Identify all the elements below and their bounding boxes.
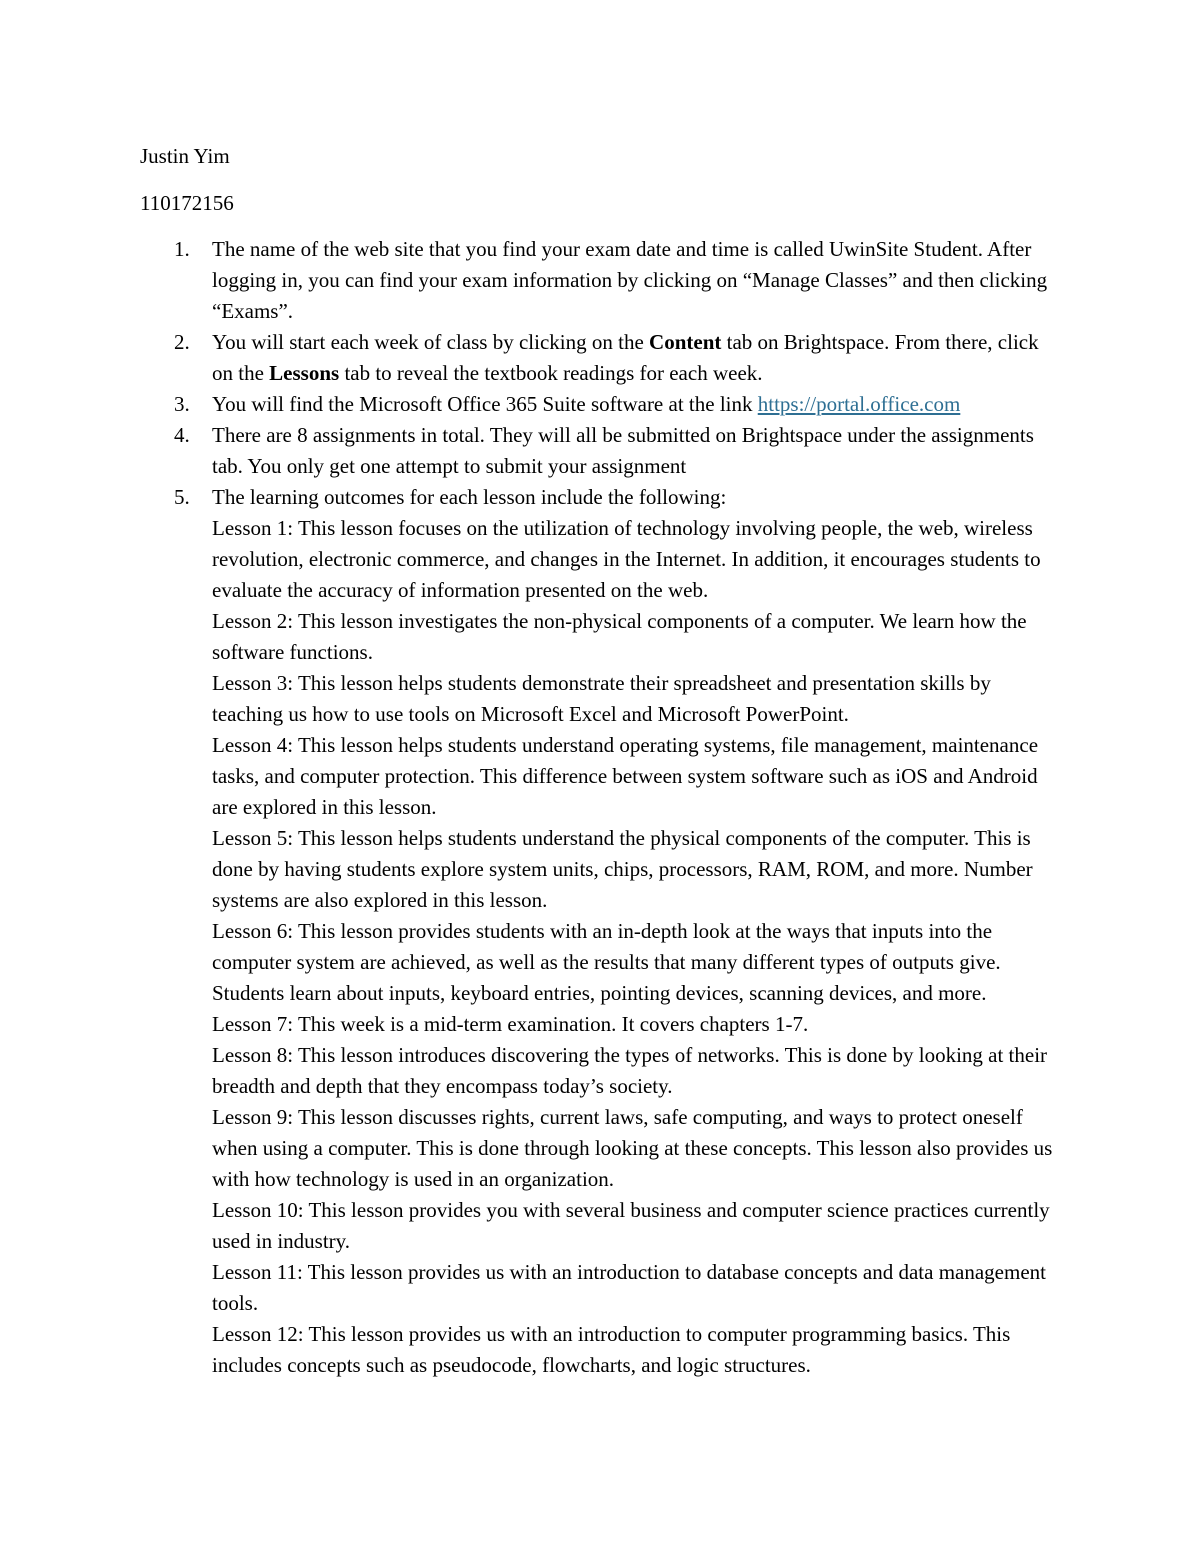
lessons-tab-term: Lessons	[269, 361, 340, 385]
lesson-outcome: Lesson 10: This lesson provides you with several business and computer science practices currently used in industry.	[212, 1198, 1050, 1253]
lesson-outcome: Lesson 9: This lesson discusses rights, current laws, safe computing, and ways to protect oneself when using a computer. This is done through looking at these concepts. This lesson also provides us with how technology is used in an organization.	[212, 1105, 1053, 1191]
office-portal-link[interactable]: https://portal.office.com	[757, 392, 961, 416]
lesson-outcome: Lesson 12: This lesson provides us with an introduction to computer programming basics. This includes concepts such as pseudocode, flowcharts, and logic structures.	[212, 1322, 1011, 1377]
lesson-outcome: Lesson 5: This lesson helps students understand the physical components of the computer. This is done by having students explore system units, chips, processors, RAM, ROM, and more. Number systems are also explored in this lesson.	[212, 826, 1033, 912]
author-name: Justin Yim	[140, 144, 230, 168]
lesson-outcome: Lesson 8: This lesson introduces discovering the types of networks. This is done by looking at their breadth and depth that they encompass today’s society.	[212, 1043, 1048, 1098]
learning-outcomes-intro: The learning outcomes for each lesson include the following:	[212, 485, 727, 509]
answer-text: tab to reveal the textbook readings for each week.	[339, 361, 763, 385]
answer-text: You will start each week of class by clicking on the	[212, 330, 650, 354]
lesson-outcome: Lesson 4: This lesson helps students understand operating systems, file management, maintenance tasks, and computer protection. This difference between system software such as iOS and Android are explored in this lesson.	[212, 733, 1039, 819]
answer-item	[140, 327, 1060, 389]
list-number: 4.	[174, 423, 190, 447]
lesson-outcome: Lesson 3: This lesson helps students demonstrate their spreadsheet and presentation skills by teaching us how to use tools on Microsoft Excel and Microsoft PowerPoint.	[212, 671, 991, 726]
answer-text: tab on Brightspace. From there, click on the	[212, 330, 1039, 385]
list-number: 3.	[174, 392, 190, 416]
lesson-outcome: Lesson 11: This lesson provides us with an introduction to database concepts and data management tools.	[212, 1260, 1046, 1315]
answer-item	[140, 420, 1060, 482]
lesson-outcome: Lesson 7: This week is a mid-term examination. It covers chapters 1-7.	[212, 1012, 809, 1036]
answer-text: There are 8 assignments in total. They will all be submitted on Brightspace under the assignments tab. You only get one attempt to submit your assignment	[212, 423, 1034, 478]
content-tab-term: Content	[649, 330, 722, 354]
list-number: 1.	[174, 237, 190, 261]
answer-list	[140, 234, 1060, 1381]
answer-text: The name of the web site that you find your exam date and time is called UwinSite Student. After logging in, you can find your exam information by clicking on “Manage Classes” and then clicking “Exams”.	[212, 237, 1048, 323]
answer-item	[140, 482, 1060, 1381]
answer-text: You will find the Microsoft Office 365 Suite software at the link	[212, 392, 758, 416]
lesson-outcome: Lesson 6: This lesson provides students with an in-depth look at the ways that inputs into the computer system are achieved, as well as the results that many different types of outputs give. Students learn about inputs, keyboard entries, pointing devices, scanning devices, and more.	[212, 919, 1001, 1005]
list-number: 5.	[174, 485, 190, 509]
lesson-outcome: Lesson 2: This lesson investigates the non-physical components of a computer. We learn how the software functions.	[212, 609, 1027, 664]
lesson-outcome: Lesson 1: This lesson focuses on the utilization of technology involving people, the web, wireless revolution, electronic commerce, and changes in the Internet. In addition, it encourages students to evaluate the accuracy of information presented on the web.	[212, 516, 1041, 602]
answer-item	[140, 389, 1060, 420]
student-id: 110172156	[140, 191, 234, 215]
list-number: 2.	[174, 330, 190, 354]
answer-item	[140, 234, 1060, 327]
